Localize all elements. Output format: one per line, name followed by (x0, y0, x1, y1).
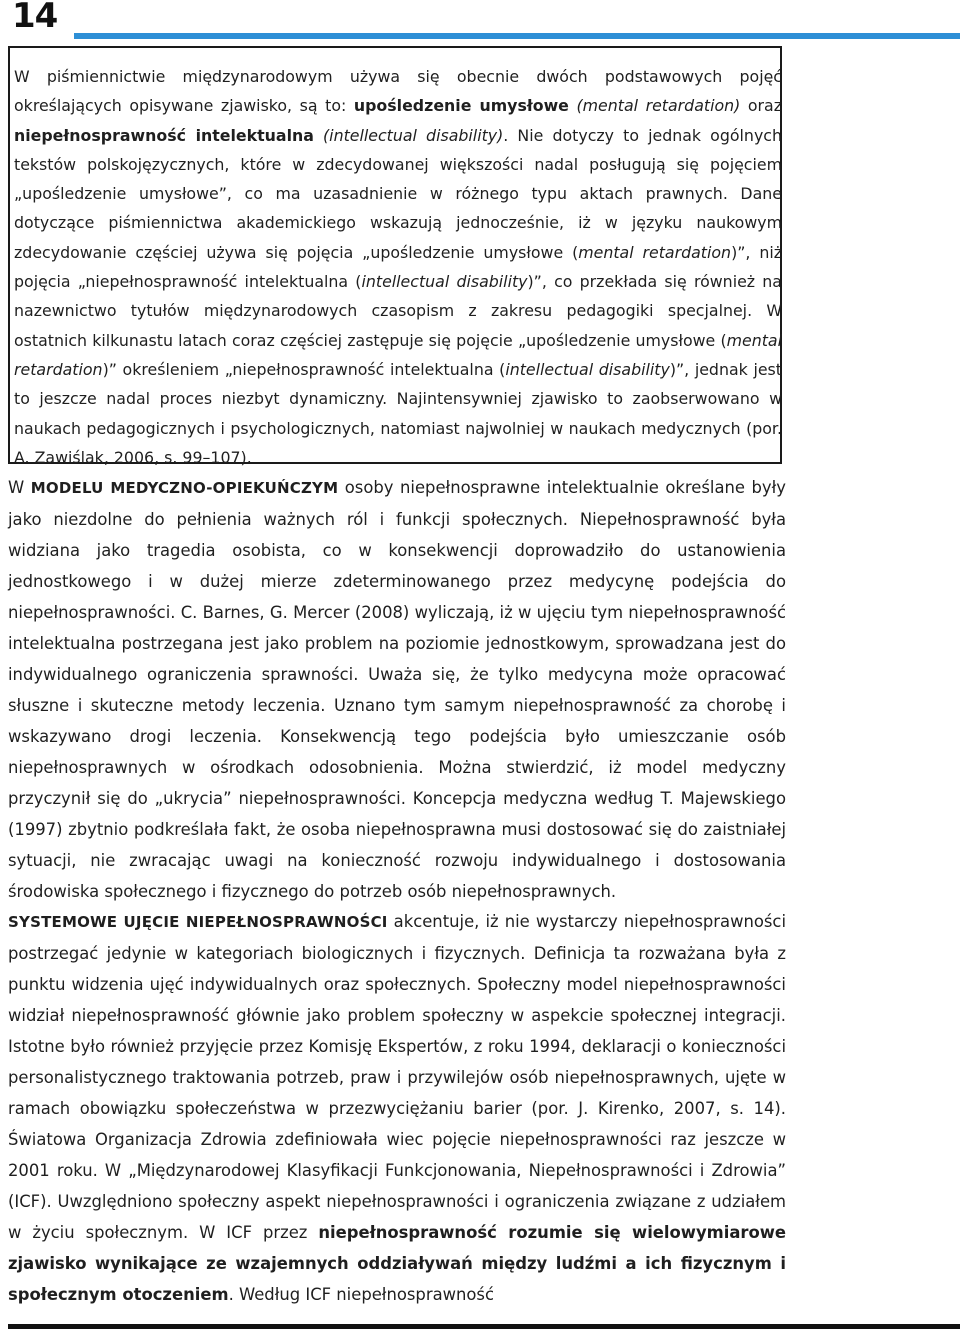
term-italic: mental retardation (14, 330, 782, 379)
body-text: . Według ICF niepełnosprawność (228, 1285, 494, 1304)
box-text: )”, niż pojęcia „niepełnosprawność intelektualna ( (14, 242, 783, 292)
definition-bold: niepełnosprawność rozumie się wielowymiarowe zjawisko wynikające ze wzajemnych oddziaływań między ludźmi a ich fizycznym i społecznym otoczeniem (8, 1223, 786, 1304)
box-text: )”, jednak jest to jeszcze nadal proces niezbyt dynamiczny. Najintensywniej zjawisko to zaobserwowano w naukach pedagogicznych i psychologicznych, natomiast najwolniej w naukach medycznych (por. A. Zawiślak, 2006, s. 99–107). (14, 359, 782, 467)
box-text: oraz (740, 96, 782, 116)
term-italic: (mental retardation) (576, 96, 741, 116)
term-italic: (intellectual disability) (323, 125, 504, 145)
term-bold: niepełnosprawność intelektualna (14, 125, 314, 145)
paragraph-systemic-approach (8, 906, 786, 1310)
section-term: SYSTEMOWE UJĘCIE NIEPEŁNOSPRAWNOŚCI (8, 913, 388, 931)
box-text (314, 126, 323, 145)
paragraph-medical-model (8, 472, 786, 907)
body-text: W (8, 478, 31, 497)
section-term: MODELU MEDYCZNO-OPIEKUŃCZYM (30, 479, 339, 497)
term-italic: intellectual disability (361, 272, 528, 292)
boxed-paragraph (14, 62, 782, 472)
footer-rule (8, 1324, 960, 1329)
term-italic: intellectual disability (505, 359, 670, 379)
page-number: 14 (12, 0, 58, 36)
term-italic: mental retardation (578, 242, 732, 262)
header-rule (74, 33, 960, 39)
box-text: W piśmiennictwie międzynarodowym używa się obecnie dwóch podstawowych pojęć określających opisywane zjawisko, są to: (14, 67, 782, 116)
body-text: akcentuje, iż nie wystarczy niepełnosprawności postrzegać jedynie w kategoriach biologicznych i fizycznych. Definicja ta rozważana była z punktu widzenia ujęć indywidualnych oraz społecznych. Społeczny model niepełnosprawności widział niepełnosprawność głównie jako problem społeczny w aspekcie społecznej integracji. Istotne było również przyjęcie przez Komisję Ekspertów, z roku 1994, deklaracji o konieczności personalistycznego traktowania potrzeb, praw i przywilejów osób niepełnosprawnych, ujęte w ramach obowiązku społeczeństwa w przezwyciężaniu barier (por. J. Kirenko, 2007, s. 14). Światowa Organizacja Zdrowia zdefiniowała wiec pojęcie niepełnosprawności raz jeszcze w 2001 roku. W „Międzynarodowej Klasyfikacji Funkcjonowania, Niepełnosprawności i Zdrowia” (ICF). Uwzględniono społeczny aspekt niepełnosprawności i ograniczenia związane z udziałem w życiu społecznym. W ICF przez (8, 912, 786, 1242)
term-bold: upośledzenie umysłowe (353, 96, 569, 116)
body-text: osoby niepełnosprawne intelektualnie określane były jako niezdolne do pełnienia ważnych ról i funkcji społecznych. Niepełnosprawność była widziana jako tragedia osobista, co w konsekwencji doprowadziło do ustanowienia jednostkowego i w dużej mierze zdeterminowanego przez medycynę podejścia do niepełnosprawności. C. Barnes, G. Mercer (2008) wyliczają, iż w ujęciu tym niepełnosprawność intelektualna postrzegana jest jako problem na poziomie jednostkowym, sprowadzana jest do indywidualnego ograniczenia sprawności. Uważa się, że tylko medycyna może opracować słuszne i skuteczne metody leczenia. Uznano tym samym niepełnosprawność za chorobę i wskazywano drogi leczenia. Konsekwencją tego podejścia było umieszczanie osób niepełnosprawnych w ośrodkach odosobnienia. Można stwierdzić, iż model medyczny przyczynił się do „ukrycia” niepełnosprawności. Koncepcja medyczna według T. Majewskiego (1997) zbytnio podkreślała fakt, że osoba niepełnosprawna musi dostosować się do zaistniałej sytuacji, nie zwracając uwagi na konieczność rozwoju indywidualnego i dostosowania środowiska społecznego i fizycznego do potrzeb osób niepełnosprawnych. (8, 478, 786, 901)
box-text: )” określeniem „niepełnosprawność intelektualna ( (102, 359, 506, 379)
box-text: . Nie dotyczy to jednak ogólnych tekstów polskojęzycznych, które w zdecydowanej większości nadal posługują się pojęciem „upośledzenie umysłowe”, co ma uzasadnienie w różnego typu aktach prawnych. Dane dotyczące piśmiennictwa akademickiego wskazują jednocześnie, iż w języku naukowym zdecydowanie częściej używa się pojęcia „upośledzenie umysłowe ( (14, 125, 782, 262)
box-text: )”, co przekłada się również na nazewnictwo tytułów międzynarodowych czasopism z zakresu pedagogiki specjalnej. W ostatnich kilkunastu latach coraz częściej zastępuje się pojęcie „upośledzenie umysłowe ( (14, 272, 782, 350)
